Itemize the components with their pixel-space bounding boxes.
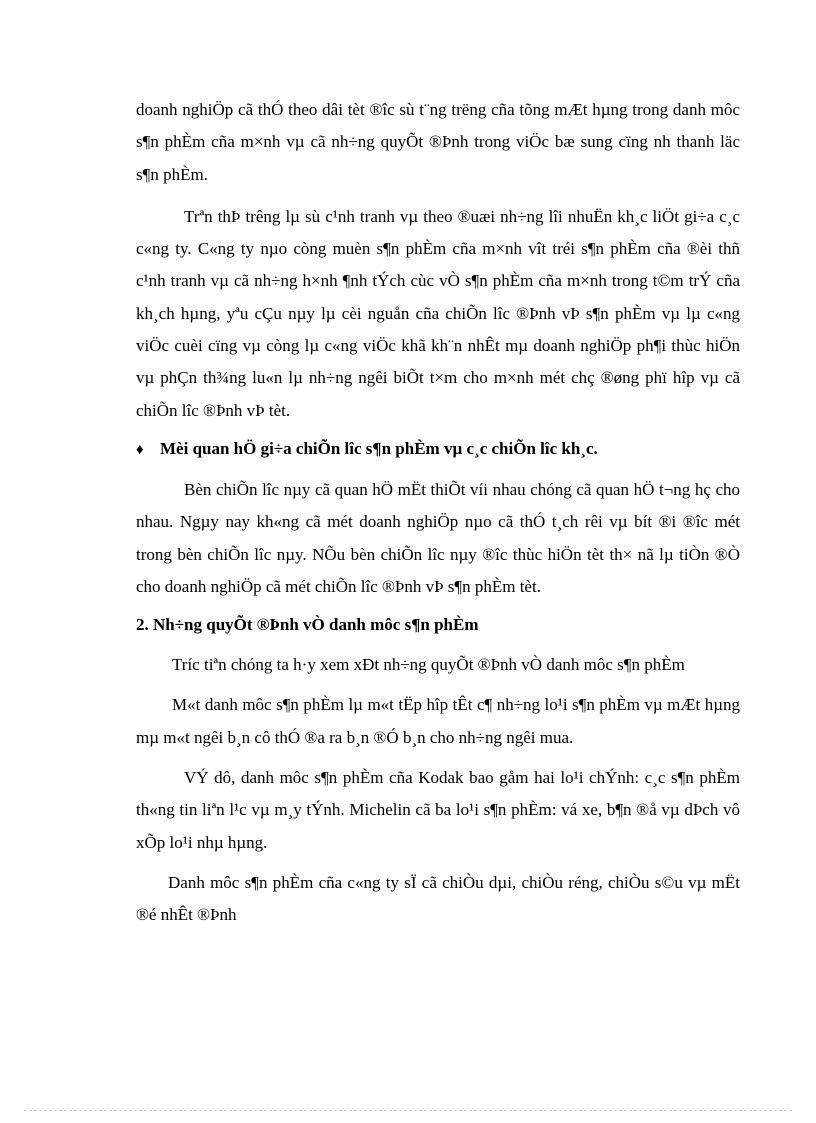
section-2-heading: 2. Nh÷ng quyÕt ®Þnh vÒ danh môc s¶n phÈm [136,615,479,635]
page-body [136,94,740,932]
diamond-bullet-icon: ♦ [136,441,144,458]
relation-heading-text: Mèi quan hÖ gi÷a chiÕn lîc s¶n phÈm vµ c¸c chiÕn lîc kh¸c. [160,438,598,458]
paragraph-market-competition: Trªn thÞ trêng lµ sù c¹nh tranh vµ theo ®uæi nh÷ng lîi nhuËn kh¸c liÖt gi÷a c¸c c«ng ty. C«ng ty nµo còng muèn s¶n phÈm cña m×nh vît tréi s¶n phÈm cña ®èi thñ c¹nh tranh vµ cã nh÷ng h×nh ¶nh tÝch cùc vÒ s¶n phÈm cña m×nh trong t©m trÝ cña kh¸ch hµng, yªu cÇu nµy lµ cèi nguån cña chiÕn lîc ®Þnh vÞ s¶n phÈm vµ lµ c«ng viÖc cuèi cïng vµ còng lµ c«ng viÖc khã kh¨n nhÊt mµ doanh nghiÖp ph¶i thùc hiÖn vµ phÇn th¾ng lu«n lµ nh÷ng ngêi biÕt t×m cho m×nh mét chç ®øng phï hîp vµ cã chiÕn lîc ®Þnh vÞ tèt. [136,206,740,420]
paragraph-portfolio-definition: M«t danh môc s¶n phÈm lµ m«t tËp hîp tÊt c¶ nh÷ng lo¹i s¶n phÈm vµ mÆt hµng mµ m«t ngêi b¸n cô thÓ ®a ra b¸n ®Ó b¸n cho nh÷ng ngêi mua. [136,695,740,747]
paragraph-four-strategies: Bèn chiÕn lîc nµy cã quan hÖ mËt thiÕt víi nhau chóng cã quan hÖ t¬ng hç cho nhau. Ngµy nay kh«ng cã mét doanh nghiÖp nµo cã thÓ t¸ch rêi vµ bít ®i ®îc mét trong bèn chiÕn lîc nµy. NÕu bèn chiÕn lîc nµy ®îc thùc hiÖn tèt th× nã lµ tiÒn ®Ò cho doanh nghiÖp cã mét chiÕn lîc ®Þnh vÞ s¶n phÈm tèt. [136,479,740,596]
paragraph-portfolio-dimensions: Danh môc s¶n phÈm cña c«ng ty sÏ cã chiÒu dµi, chiÒu réng, chiÒu s©u vµ mËt ®é nhÊt ®Þnh [136,872,740,925]
paragraph-portfolio-intro: Tríc tiªn chóng ta h·y xem xÐt nh÷ng quyÕt ®Þnh vÒ danh môc s¶n phÈm [172,655,685,675]
paragraph-portfolio-examples: VÝ dô, danh môc s¶n phÈm cña Kodak bao gåm hai lo¹i chÝnh: c¸c s¶n phÈm th«ng tin liªn l¹c vµ m¸y tÝnh. Michelin cã ba lo¹i s¶n phÈm: vá xe, b¶n ®å vµ dÞch vô xÕp lo¹i nhµ hµng. [136,768,740,852]
page-bottom-rule [24,1110,792,1111]
relation-heading [136,433,740,466]
paragraph-product-portfolio-tracking: doanh nghiÖp cã thÓ theo dâi tèt ®îc sù t¨ng trëng cña tõng mÆt hµng trong danh môc s¶n phÈm cña m×nh vµ cã nh÷ng quyÕt ®Þnh trong viÖc bæ sung cïng nh thanh läc s¶n phÈm. [136,100,740,184]
